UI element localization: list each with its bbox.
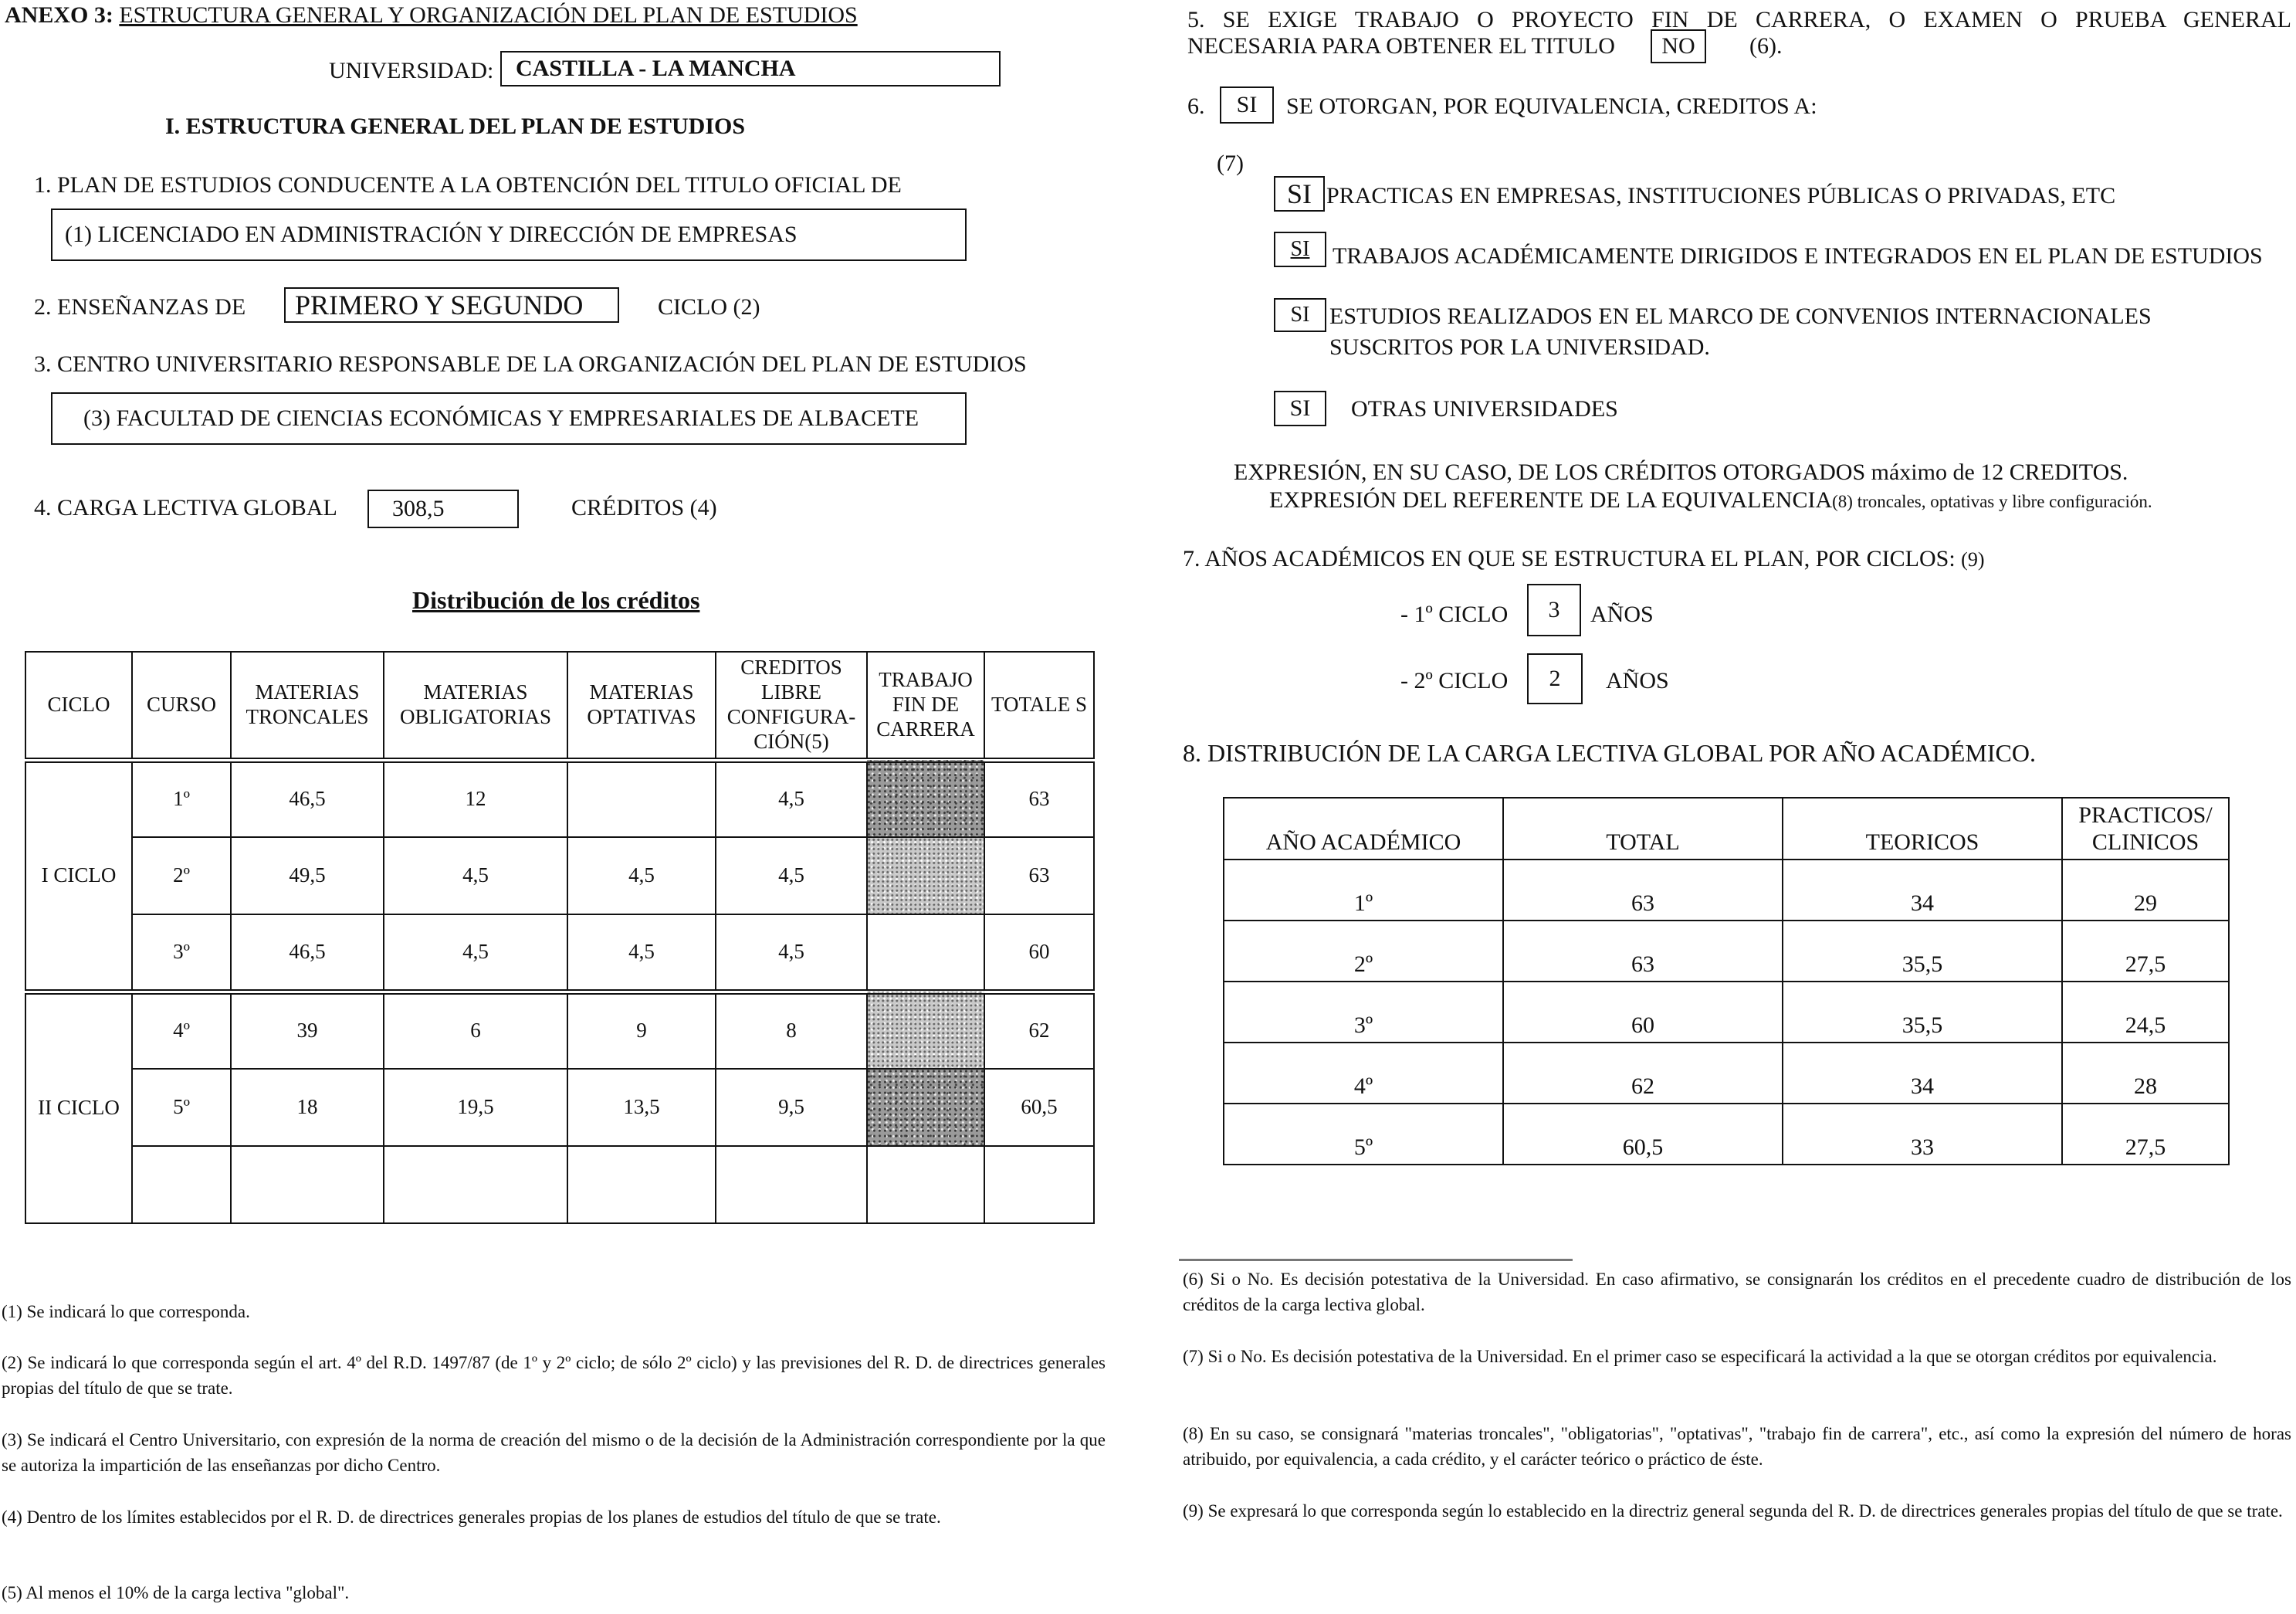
col-header: MATERIAS OPTATIVAS <box>567 652 716 760</box>
table-cell: 35,5 <box>1783 982 2062 1043</box>
table-cell: 5º <box>1224 1104 1503 1165</box>
shaded-cell <box>867 992 984 1069</box>
table-cell <box>231 1146 384 1223</box>
item-3-label: 3. CENTRO UNIVERSITARIO RESPONSABLE DE LA ORGANIZACIÓN DEL PLAN DE ESTUDIOS <box>34 351 1027 377</box>
university-field <box>500 51 1001 86</box>
cycle-2-suffix: AÑOS <box>1606 668 1669 693</box>
col-header: TEORICOS <box>1783 798 2062 860</box>
table-cell: 4,5 <box>716 760 867 837</box>
shaded-cell <box>867 760 984 837</box>
table-cell: 1º <box>1224 860 1503 921</box>
table-cell: 5º <box>132 1069 231 1146</box>
table-row <box>25 992 1094 1069</box>
cycle-cell: I CICLO <box>25 760 132 992</box>
table-cell: 35,5 <box>1783 921 2062 982</box>
table-row <box>1224 1043 2229 1104</box>
expression-reference-small: (8) troncales, optativas y libre configuración. <box>1832 492 2152 511</box>
table-cell: 63 <box>1503 921 1783 982</box>
table-cell: 27,5 <box>2062 921 2229 982</box>
col-header: AÑO ACADÉMICO <box>1224 798 1503 860</box>
table-cell: 60,5 <box>1503 1104 1783 1165</box>
academic-work-value: SI <box>1290 237 1310 261</box>
item-6-number: 6. <box>1187 93 1205 119</box>
academic-year-table <box>1223 797 2230 1165</box>
col-header: MATERIAS TRONCALES <box>231 652 384 760</box>
table-row <box>1224 982 2229 1043</box>
table-cell: 13,5 <box>567 1069 716 1146</box>
table-row <box>25 837 1094 914</box>
table-cell <box>867 1146 984 1223</box>
cycle-2-years-value: 2 <box>1549 666 1561 691</box>
footnote: (7) Si o No. Es decisión potestativa de la Universidad. En el primer caso se especificará la actividad a la que se otorgan créditos por equivalencia. <box>1183 1347 2217 1366</box>
expression-credits-text: EXPRESIÓN, EN SU CASO, DE LOS CRÉDITOS OTORGADOS <box>1234 459 1866 485</box>
table-cell: 34 <box>1783 1043 2062 1104</box>
table-cell: 62 <box>1503 1043 1783 1104</box>
expression-reference-text: EXPRESIÓN DEL REFERENTE DE LA EQUIVALENCIA <box>1269 487 1833 513</box>
item-2-label: 2. ENSEÑANZAS DE <box>34 294 246 320</box>
col-header: CURSO <box>132 652 231 760</box>
intl-agreements-text-2: SUSCRITOS POR LA UNIVERSIDAD. <box>1329 334 1710 360</box>
item-5-suffix: (6). <box>1749 33 1783 59</box>
table-cell: 63 <box>984 760 1094 837</box>
footnote: (8) En su caso, se consignará "materias troncales", "obligatorias", "optativas", "trabajo fin de carrera", etc., así como la expresión del número de horas atribuido, por equivalencia, a cada crédito, y el carácter teórico o práctico de éste. <box>1183 1424 2291 1469</box>
table-row <box>25 914 1094 992</box>
table-row <box>1224 1104 2229 1165</box>
table-cell: 4º <box>1224 1043 1503 1104</box>
table-cell: 9,5 <box>716 1069 867 1146</box>
table-cell <box>867 914 984 992</box>
table-cell <box>132 1146 231 1223</box>
academic-work-field <box>1274 232 1326 267</box>
credits-distribution-table <box>25 651 1095 1224</box>
expression-reference <box>1269 487 2152 514</box>
table-header-row <box>25 652 1094 760</box>
center-value: (3) FACULTAD DE CIENCIAS ECONÓMICAS Y EMPRESARIALES DE ALBACETE <box>83 405 919 431</box>
item-4-label: 4. CARGA LECTIVA GLOBAL <box>34 495 337 520</box>
table-cell: 24,5 <box>2062 982 2229 1043</box>
table-cell <box>984 1146 1094 1223</box>
equivalence-field <box>1220 86 1274 124</box>
item-6-text: SE OTORGAN, POR EQUIVALENCIA, CREDITOS A: <box>1286 93 1817 119</box>
cycle-1-label: - 1º CICLO <box>1400 602 1509 627</box>
cycles-value: PRIMERO Y SEGUNDO <box>295 290 584 320</box>
intl-agreements-text: ESTUDIOS REALIZADOS EN EL MARCO DE CONVENIOS INTERNACIONALES <box>1329 303 2152 329</box>
table-cell: 46,5 <box>231 914 384 992</box>
table-cell: 4,5 <box>384 914 567 992</box>
degree-field <box>51 209 967 261</box>
table-cell: 60,5 <box>984 1069 1094 1146</box>
cycle-1-years-value: 3 <box>1548 597 1560 622</box>
intl-agreements-field <box>1274 298 1326 332</box>
shaded-cell <box>867 837 984 914</box>
item-5-line-1: 5. SE EXIGE TRABAJO O PROYECTO FIN DE CARRERA, O EXAMEN O PRUEBA GENERAL <box>1187 7 2291 32</box>
cycle-1-years-field <box>1527 584 1581 636</box>
expression-credits-small: máximo de 12 CREDITOS. <box>1871 459 2128 485</box>
col-header: MATERIAS OBLIGATORIAS <box>384 652 567 760</box>
cycles-field <box>284 287 619 323</box>
intl-agreements-value: SI <box>1290 303 1310 327</box>
footnote: (5) Al menos el 10% de la carga lectiva "global". <box>2 1583 350 1602</box>
table-cell: 34 <box>1783 860 2062 921</box>
col-header: PRACTICOS/ CLINICOS <box>2062 798 2229 860</box>
item-7 <box>1183 545 1985 573</box>
col-header: CREDITOS LIBRE CONFIGURA-CIÓN(5) <box>716 652 867 760</box>
table-cell: 46,5 <box>231 760 384 837</box>
distribution-title: Distribución de los créditos <box>412 586 700 614</box>
center-field <box>51 392 967 445</box>
table-header-row <box>1224 798 2229 860</box>
table-cell: 8 <box>716 992 867 1069</box>
equivalence-value: SI <box>1236 92 1258 117</box>
item-8-text: 8. DISTRIBUCIÓN DE LA CARGA LECTIVA GLOBAL POR AÑO ACADÉMICO. <box>1183 739 2036 767</box>
table-cell: 4º <box>132 992 231 1069</box>
table-cell: 4,5 <box>716 914 867 992</box>
other-universities-text: OTRAS UNIVERSIDADES <box>1351 396 1618 422</box>
table-cell: 19,5 <box>384 1069 567 1146</box>
table-cell: 4,5 <box>716 837 867 914</box>
item-4-suffix: CRÉDITOS (4) <box>571 495 717 520</box>
item-7-note: (9) <box>1961 548 1985 571</box>
footnote: (4) Dentro de los límites establecidos por el R. D. de directrices generales propias de los planes de estudios del título de que se trate. <box>2 1507 941 1527</box>
table-cell: 9 <box>567 992 716 1069</box>
table-cell: 4,5 <box>384 837 567 914</box>
table-row <box>25 1069 1094 1146</box>
table-cell: 3º <box>1224 982 1503 1043</box>
table-cell: 6 <box>384 992 567 1069</box>
cycle-1-suffix: AÑOS <box>1590 602 1654 627</box>
table-cell: 3º <box>132 914 231 992</box>
annex-label: ANEXO 3: <box>5 2 113 28</box>
col-header: TRABAJO FIN DE CARRERA <box>867 652 984 760</box>
university-value: CASTILLA - LA MANCHA <box>516 56 796 81</box>
cycle-2-label: - 2º CICLO <box>1400 668 1509 693</box>
expression-credits <box>1234 459 2128 487</box>
col-header: CICLO <box>25 652 132 760</box>
col-header: TOTALE S <box>984 652 1094 760</box>
table-row <box>25 1146 1094 1223</box>
credits-field <box>367 490 519 528</box>
footnote: (9) Se expresará lo que corresponda según lo establecido en la directriz general segunda del R. D. de directrices generales propias del título de que se trate. <box>1183 1501 2283 1521</box>
practices-text: PRACTICAS EN EMPRESAS, INSTITUCIONES PÚBLICAS O PRIVADAS, ETC <box>1326 183 2116 209</box>
shaded-cell <box>867 1069 984 1146</box>
table-cell: 60 <box>984 914 1094 992</box>
table-cell <box>716 1146 867 1223</box>
footnote: (2) Se indicará lo que corresponda según el art. 4º del R.D. 1497/87 (de 1º y 2º ciclo; de sólo 2º ciclo) y las previsiones del R. D. de directrices generales propias del título de que se trate. <box>2 1353 1106 1398</box>
cycle-cell: II CICLO <box>25 992 132 1223</box>
footnote: (6) Si o No. Es decisión potestativa de la Universidad. En caso afirmativo, se consignarán los créditos en el precedente cuadro de distribución de los créditos de la carga lectiva global. <box>1183 1270 2291 1314</box>
item-1-label: 1. PLAN DE ESTUDIOS CONDUCENTE A LA OBTENCIÓN DEL TITULO OFICIAL DE <box>34 172 902 198</box>
item-7-text: 7. AÑOS ACADÉMICOS EN QUE SE ESTRUCTURA EL PLAN, POR CICLOS: <box>1183 546 1956 571</box>
university-label: UNIVERSIDAD: <box>329 58 494 83</box>
item-2-suffix: CICLO (2) <box>658 294 760 320</box>
table-cell: 63 <box>984 837 1094 914</box>
annex-title: ESTRUCTURA GENERAL Y ORGANIZACIÓN DEL PLAN DE ESTUDIOS <box>119 2 858 28</box>
footnote-divider <box>1179 1259 1573 1261</box>
other-universities-field <box>1274 391 1326 426</box>
credits-value: 308,5 <box>392 496 445 521</box>
thesis-required-value: NO <box>1661 33 1695 59</box>
item-5-line-2: NECESARIA PARA OBTENER EL TITULO <box>1187 33 1615 59</box>
practices-value: SI <box>1286 178 1312 209</box>
table-cell: 29 <box>2062 860 2229 921</box>
table-cell: 33 <box>1783 1104 2062 1165</box>
section-title: I. ESTRUCTURA GENERAL DEL PLAN DE ESTUDIOS <box>165 114 746 139</box>
table-cell: 4,5 <box>567 837 716 914</box>
table-cell <box>567 1146 716 1223</box>
table-cell: 62 <box>984 992 1094 1069</box>
table-cell: 2º <box>1224 921 1503 982</box>
degree-value: (1) LICENCIADO EN ADMINISTRACIÓN Y DIRECCIÓN DE EMPRESAS <box>65 222 798 247</box>
table-cell: 28 <box>2062 1043 2229 1104</box>
footnote: (1) Se indicará lo que corresponda. <box>2 1302 250 1321</box>
table-cell <box>384 1146 567 1223</box>
thesis-required-field <box>1651 29 1706 63</box>
table-cell <box>567 760 716 837</box>
table-cell: 1º <box>132 760 231 837</box>
table-row <box>1224 860 2229 921</box>
table-cell: 18 <box>231 1069 384 1146</box>
table-row <box>25 760 1094 837</box>
table-cell: 60 <box>1503 982 1783 1043</box>
table-cell: 27,5 <box>2062 1104 2229 1165</box>
table-cell: 49,5 <box>231 837 384 914</box>
practices-field <box>1274 176 1325 212</box>
table-cell: 4,5 <box>567 914 716 992</box>
table-row <box>1224 921 2229 982</box>
table-cell: 39 <box>231 992 384 1069</box>
other-universities-value: SI <box>1289 395 1311 421</box>
cycle-2-years-field <box>1527 653 1583 704</box>
col-header: TOTAL <box>1503 798 1783 860</box>
item-6-note: (7) <box>1217 151 1244 176</box>
table-cell: 12 <box>384 760 567 837</box>
footnote: (3) Se indicará el Centro Universitario, con expresión de la norma de creación del mismo o de la decisión de la Administración correspondiente por la que se autoriza la impartición de las enseñanzas por dicho Centro. <box>2 1430 1106 1475</box>
annex-heading <box>5 2 858 29</box>
table-cell: 63 <box>1503 860 1783 921</box>
table-cell: 2º <box>132 837 231 914</box>
academic-work-text: TRABAJOS ACADÉMICAMENTE DIRIGIDOS E INTEGRADOS EN EL PLAN DE ESTUDIOS <box>1333 243 2263 269</box>
